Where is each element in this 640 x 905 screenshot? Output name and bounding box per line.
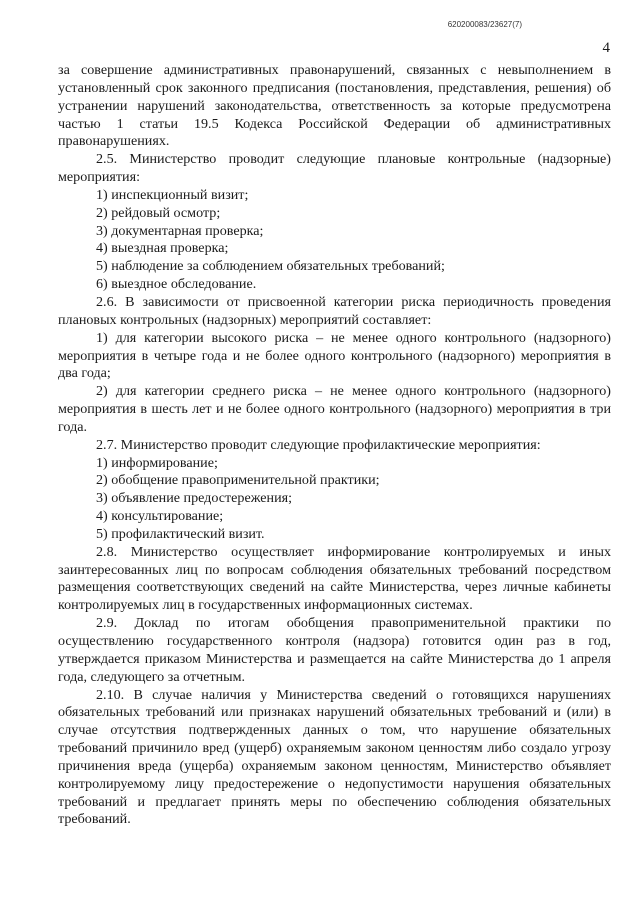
paragraph-2-5: 2.5. Министерство проводит следующие плановые контрольные (надзорные) мероприятия:: [58, 151, 611, 186]
list-item: 4) консультирование;: [96, 508, 224, 525]
list-item: 3) объявление предостережения;: [96, 490, 293, 507]
list-item: 2) обобщение правоприменительной практики;: [96, 472, 380, 489]
list-item: 1) для категории высокого риска – не менее одного контрольного (надзорного) мероприятия в четыре года и не более одного контрольного (надзорного) мероприятия в два года;: [58, 329, 611, 382]
paragraph-continuation: за совершение административных правонарушений, связанных с невыполнением в установленный срок законного предписания (постановления, представления, решения) об устранении нарушений законодательства, ответственность за которые предусмотрена частью 1 статьи 19.5 Кодекса Российской Федерации об административных правонарушениях.: [58, 62, 611, 150]
list-item: 4) выездная проверка;: [96, 240, 229, 257]
paragraph-2-9: 2.9. Доклад по итогам обобщения правоприменительной практики по осуществлению государственного контроля (надзора) готовится один раз в год, утверждается приказом Министерства и размещается на сайте Министерства до 1 апреля года, следующего за отчетным.: [58, 615, 611, 685]
list-item: 1) информирование;: [96, 454, 218, 471]
page-number: 4: [602, 40, 610, 56]
list-item: 3) документарная проверка;: [96, 222, 264, 239]
list-item: 5) наблюдение за соблюдением обязательных требований;: [96, 258, 445, 275]
paragraph-2-7: 2.7. Министерство проводит следующие профилактические мероприятия:: [96, 436, 541, 453]
list-item: 5) профилактический визит.: [96, 525, 265, 542]
list-item: 1) инспекционный визит;: [96, 186, 249, 203]
list-item: 2) рейдовый осмотр;: [96, 204, 221, 221]
paragraph-2-8: 2.8. Министерство осуществляет информирование контролируемых и иных заинтересованных лиц по вопросам соблюдения обязательных требований посредством размещения соответствующих сведений на сайте Министерства, через личные кабинеты контролируемых лиц в государственных информационных системах.: [58, 543, 611, 614]
paragraph-2-6: 2.6. В зависимости от присвоенной категории риска периодичность проведения плановых контрольных (надзорных) мероприятий составляет:: [58, 293, 611, 328]
paragraph-2-10: 2.10. В случае наличия у Министерства сведений о готовящихся нарушениях обязательных требований или признаках нарушений обязательных требований и (или) в случае отсутствия подтвержденных данных о том, что нарушение обязательных требований причинило вред (ущерб) охраняемым законом ценностям либо создало угрозу причинения вреда (ущерба) охраняемым законом ценностям, Министерство объявляет контролируемому лицу предостережение о недопустимости нарушения обязательных требований и предлагает принять меры по обеспечению соблюдения обязательных требований.: [58, 686, 611, 828]
list-item: 2) для категории среднего риска – не менее одного контрольного (надзорного) мероприятия в шесть лет и не более одного контрольного (надзорного) мероприятия в три года.: [58, 383, 611, 435]
document-id: 620200083/23627(7): [447, 20, 522, 29]
list-item: 6) выездное обследование.: [96, 276, 257, 293]
document-body: [58, 62, 611, 829]
